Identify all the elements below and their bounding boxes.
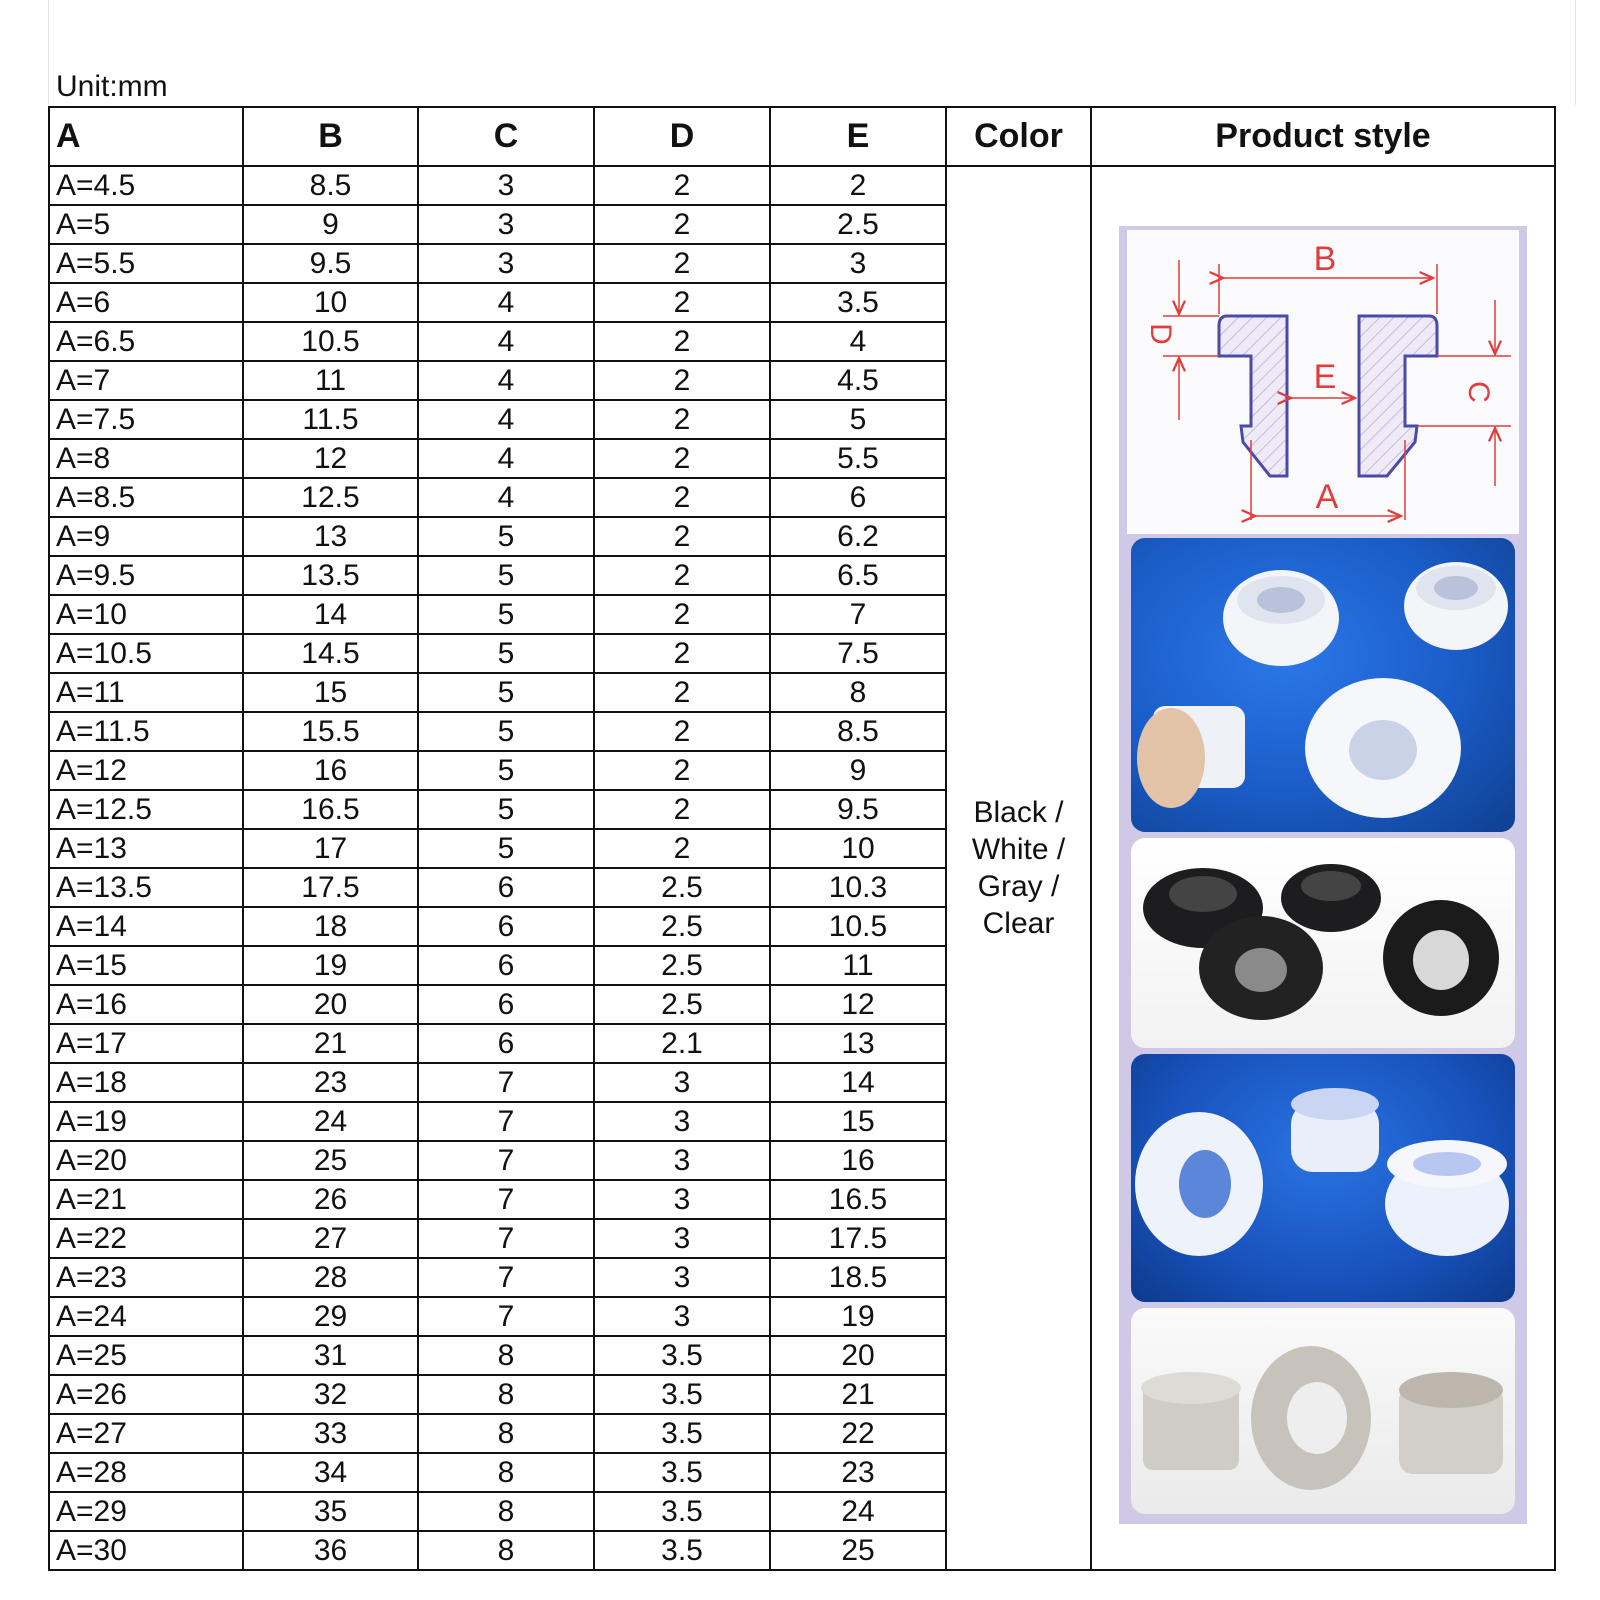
cell-c: 8 [418, 1336, 594, 1375]
label-b: B [1313, 240, 1337, 278]
cell-b: 19 [243, 946, 418, 985]
cell-b: 15 [243, 673, 418, 712]
cell-d: 3 [594, 1258, 770, 1297]
cell-a: A=17 [49, 1024, 243, 1063]
dimension-diagram [1127, 230, 1519, 534]
cell-a: A=8.5 [49, 478, 243, 517]
color-option: Clear [982, 907, 1055, 940]
cell-e: 6 [770, 478, 946, 517]
cell-b: 16 [243, 751, 418, 790]
cell-a: A=15 [49, 946, 243, 985]
cell-e: 20 [770, 1336, 946, 1375]
cell-b: 27 [243, 1219, 418, 1258]
cell-e: 5 [770, 400, 946, 439]
size-table [48, 106, 1556, 1571]
cell-a: A=12 [49, 751, 243, 790]
cell-b: 8.5 [243, 166, 418, 205]
photo-gray-grommets [1131, 1308, 1515, 1514]
header-c: C [418, 107, 594, 166]
cell-c: 8 [418, 1453, 594, 1492]
cell-a: A=10.5 [49, 634, 243, 673]
cell-e: 19 [770, 1297, 946, 1336]
cell-b: 13 [243, 517, 418, 556]
cell-b: 14.5 [243, 634, 418, 673]
cell-c: 5 [418, 751, 594, 790]
label-c: C [1462, 381, 1495, 403]
cell-d: 2 [594, 634, 770, 673]
cell-d: 2 [594, 790, 770, 829]
cell-a: A=9 [49, 517, 243, 556]
cell-b: 26 [243, 1180, 418, 1219]
cell-e: 17.5 [770, 1219, 946, 1258]
cell-d: 2 [594, 478, 770, 517]
cell-e: 5.5 [770, 439, 946, 478]
cell-e: 3.5 [770, 283, 946, 322]
cell-a: A=6.5 [49, 322, 243, 361]
cell-d: 3.5 [594, 1375, 770, 1414]
cell-b: 32 [243, 1375, 418, 1414]
cell-b: 12 [243, 439, 418, 478]
cell-d: 2 [594, 322, 770, 361]
cell-e: 23 [770, 1453, 946, 1492]
cell-d: 3.5 [594, 1414, 770, 1453]
cell-d: 2 [594, 205, 770, 244]
cell-b: 35 [243, 1492, 418, 1531]
cell-c: 8 [418, 1492, 594, 1531]
cell-c: 4 [418, 439, 594, 478]
cell-b: 20 [243, 985, 418, 1024]
grommet-left-section [1219, 316, 1287, 476]
photo-black-grommets [1131, 838, 1515, 1048]
cell-e: 6.5 [770, 556, 946, 595]
cell-a: A=22 [49, 1219, 243, 1258]
cell-c: 7 [418, 1141, 594, 1180]
cell-d: 2 [594, 556, 770, 595]
cell-e: 4.5 [770, 361, 946, 400]
color-option: White / [971, 833, 1066, 866]
cell-e: 10.3 [770, 868, 946, 907]
cell-d: 2 [594, 517, 770, 556]
cell-e: 18.5 [770, 1258, 946, 1297]
cell-c: 7 [418, 1180, 594, 1219]
cell-b: 28 [243, 1258, 418, 1297]
cell-a: A=13.5 [49, 868, 243, 907]
cell-c: 8 [418, 1414, 594, 1453]
cell-e: 16 [770, 1141, 946, 1180]
cell-b: 11 [243, 361, 418, 400]
cell-c: 4 [418, 361, 594, 400]
cell-c: 4 [418, 400, 594, 439]
cell-a: A=11 [49, 673, 243, 712]
cell-d: 2.5 [594, 946, 770, 985]
product-style-cell [1091, 166, 1555, 1570]
cell-a: A=25 [49, 1336, 243, 1375]
cell-e: 9 [770, 751, 946, 790]
cell-e: 9.5 [770, 790, 946, 829]
cell-a: A=18 [49, 1063, 243, 1102]
cell-a: A=5.5 [49, 244, 243, 283]
top-right-border [1575, 0, 1576, 105]
cell-d: 3.5 [594, 1531, 770, 1570]
header-a: A [49, 107, 243, 166]
cell-d: 3 [594, 1102, 770, 1141]
cell-a: A=11.5 [49, 712, 243, 751]
cell-a: A=21 [49, 1180, 243, 1219]
cell-b: 23 [243, 1063, 418, 1102]
cell-b: 10.5 [243, 322, 418, 361]
header-product-style: Product style [1091, 107, 1555, 166]
cell-b: 14 [243, 595, 418, 634]
cell-e: 6.2 [770, 517, 946, 556]
cell-a: A=24 [49, 1297, 243, 1336]
color-option: Gray / [977, 870, 1060, 903]
cell-e: 10 [770, 829, 946, 868]
cell-c: 5 [418, 673, 594, 712]
cell-e: 14 [770, 1063, 946, 1102]
color-option: Black / [973, 796, 1064, 829]
cell-c: 5 [418, 595, 594, 634]
cell-c: 6 [418, 907, 594, 946]
cell-d: 2.5 [594, 907, 770, 946]
header-d: D [594, 107, 770, 166]
cell-d: 2 [594, 244, 770, 283]
cell-d: 2 [594, 361, 770, 400]
cell-b: 17 [243, 829, 418, 868]
cell-b: 25 [243, 1141, 418, 1180]
top-left-border [48, 0, 49, 105]
cell-d: 2 [594, 166, 770, 205]
cell-d: 2 [594, 439, 770, 478]
cell-c: 4 [418, 322, 594, 361]
cell-b: 10 [243, 283, 418, 322]
cell-a: A=29 [49, 1492, 243, 1531]
cell-d: 3 [594, 1219, 770, 1258]
cell-c: 5 [418, 829, 594, 868]
cell-c: 5 [418, 517, 594, 556]
cell-a: A=13 [49, 829, 243, 868]
cell-b: 34 [243, 1453, 418, 1492]
cell-d: 3.5 [594, 1453, 770, 1492]
cell-b: 12.5 [243, 478, 418, 517]
cell-e: 2.5 [770, 205, 946, 244]
cell-c: 6 [418, 946, 594, 985]
photo-white-grommets [1131, 538, 1515, 832]
cell-a: A=19 [49, 1102, 243, 1141]
cell-a: A=6 [49, 283, 243, 322]
cell-b: 17.5 [243, 868, 418, 907]
cell-b: 21 [243, 1024, 418, 1063]
cell-c: 5 [418, 634, 594, 673]
cell-a: A=30 [49, 1531, 243, 1570]
cell-c: 8 [418, 1531, 594, 1570]
cell-d: 2 [594, 751, 770, 790]
cell-e: 10.5 [770, 907, 946, 946]
cell-a: A=23 [49, 1258, 243, 1297]
cell-d: 2.5 [594, 985, 770, 1024]
cell-c: 7 [418, 1258, 594, 1297]
cell-a: A=5 [49, 205, 243, 244]
cell-a: A=28 [49, 1453, 243, 1492]
cell-b: 16.5 [243, 790, 418, 829]
label-e: E [1313, 358, 1337, 396]
label-a: A [1315, 478, 1339, 516]
cell-e: 24 [770, 1492, 946, 1531]
cell-e: 8 [770, 673, 946, 712]
cell-b: 29 [243, 1297, 418, 1336]
header-row [49, 107, 1555, 166]
cell-c: 7 [418, 1219, 594, 1258]
cell-d: 3 [594, 1297, 770, 1336]
cell-e: 2 [770, 166, 946, 205]
cell-c: 8 [418, 1375, 594, 1414]
cell-a: A=4.5 [49, 166, 243, 205]
cell-c: 4 [418, 478, 594, 517]
cell-e: 4 [770, 322, 946, 361]
cell-e: 21 [770, 1375, 946, 1414]
cell-e: 11 [770, 946, 946, 985]
cell-d: 3 [594, 1141, 770, 1180]
cell-c: 4 [418, 283, 594, 322]
cell-b: 9.5 [243, 244, 418, 283]
cell-c: 5 [418, 790, 594, 829]
cell-d: 2 [594, 400, 770, 439]
cell-c: 3 [418, 205, 594, 244]
cell-b: 18 [243, 907, 418, 946]
cell-e: 8.5 [770, 712, 946, 751]
cell-b: 31 [243, 1336, 418, 1375]
cell-d: 2 [594, 283, 770, 322]
unit-label: Unit:mm [56, 70, 168, 103]
header-e: E [770, 107, 946, 166]
cell-c: 3 [418, 166, 594, 205]
cell-a: A=9.5 [49, 556, 243, 595]
cell-d: 2 [594, 712, 770, 751]
cell-a: A=16 [49, 985, 243, 1024]
cell-e: 12 [770, 985, 946, 1024]
cell-d: 3 [594, 1063, 770, 1102]
cell-c: 7 [418, 1102, 594, 1141]
color-cell [946, 166, 1091, 1570]
cell-c: 3 [418, 244, 594, 283]
cell-e: 7 [770, 595, 946, 634]
cell-d: 2 [594, 595, 770, 634]
cell-b: 9 [243, 205, 418, 244]
cell-c: 6 [418, 1024, 594, 1063]
cell-e: 7.5 [770, 634, 946, 673]
cell-e: 25 [770, 1531, 946, 1570]
cell-d: 2.1 [594, 1024, 770, 1063]
cell-c: 7 [418, 1063, 594, 1102]
cell-a: A=26 [49, 1375, 243, 1414]
cell-a: A=20 [49, 1141, 243, 1180]
cell-e: 15 [770, 1102, 946, 1141]
cell-b: 24 [243, 1102, 418, 1141]
cell-d: 3.5 [594, 1336, 770, 1375]
cell-a: A=27 [49, 1414, 243, 1453]
cell-a: A=12.5 [49, 790, 243, 829]
cell-b: 13.5 [243, 556, 418, 595]
cell-e: 3 [770, 244, 946, 283]
cell-a: A=7 [49, 361, 243, 400]
header-color: Color [946, 107, 1091, 166]
cell-e: 13 [770, 1024, 946, 1063]
cell-a: A=10 [49, 595, 243, 634]
table-row [49, 166, 1555, 205]
cell-d: 3.5 [594, 1492, 770, 1531]
header-b: B [243, 107, 418, 166]
cell-d: 2.5 [594, 868, 770, 907]
cell-e: 22 [770, 1414, 946, 1453]
cell-a: A=7.5 [49, 400, 243, 439]
cell-c: 6 [418, 868, 594, 907]
cell-b: 33 [243, 1414, 418, 1453]
cell-c: 5 [418, 712, 594, 751]
cell-e: 16.5 [770, 1180, 946, 1219]
cell-b: 36 [243, 1531, 418, 1570]
photo-clear-grommets [1131, 1054, 1515, 1302]
product-style-panel [1119, 226, 1527, 1524]
cell-b: 15.5 [243, 712, 418, 751]
cell-d: 3 [594, 1180, 770, 1219]
cell-d: 2 [594, 829, 770, 868]
cell-a: A=14 [49, 907, 243, 946]
cell-a: A=8 [49, 439, 243, 478]
cell-b: 11.5 [243, 400, 418, 439]
grommet-right-section [1359, 316, 1437, 476]
cell-c: 6 [418, 985, 594, 1024]
cell-c: 5 [418, 556, 594, 595]
cell-d: 2 [594, 673, 770, 712]
label-d: D [1144, 323, 1177, 345]
cell-c: 7 [418, 1297, 594, 1336]
